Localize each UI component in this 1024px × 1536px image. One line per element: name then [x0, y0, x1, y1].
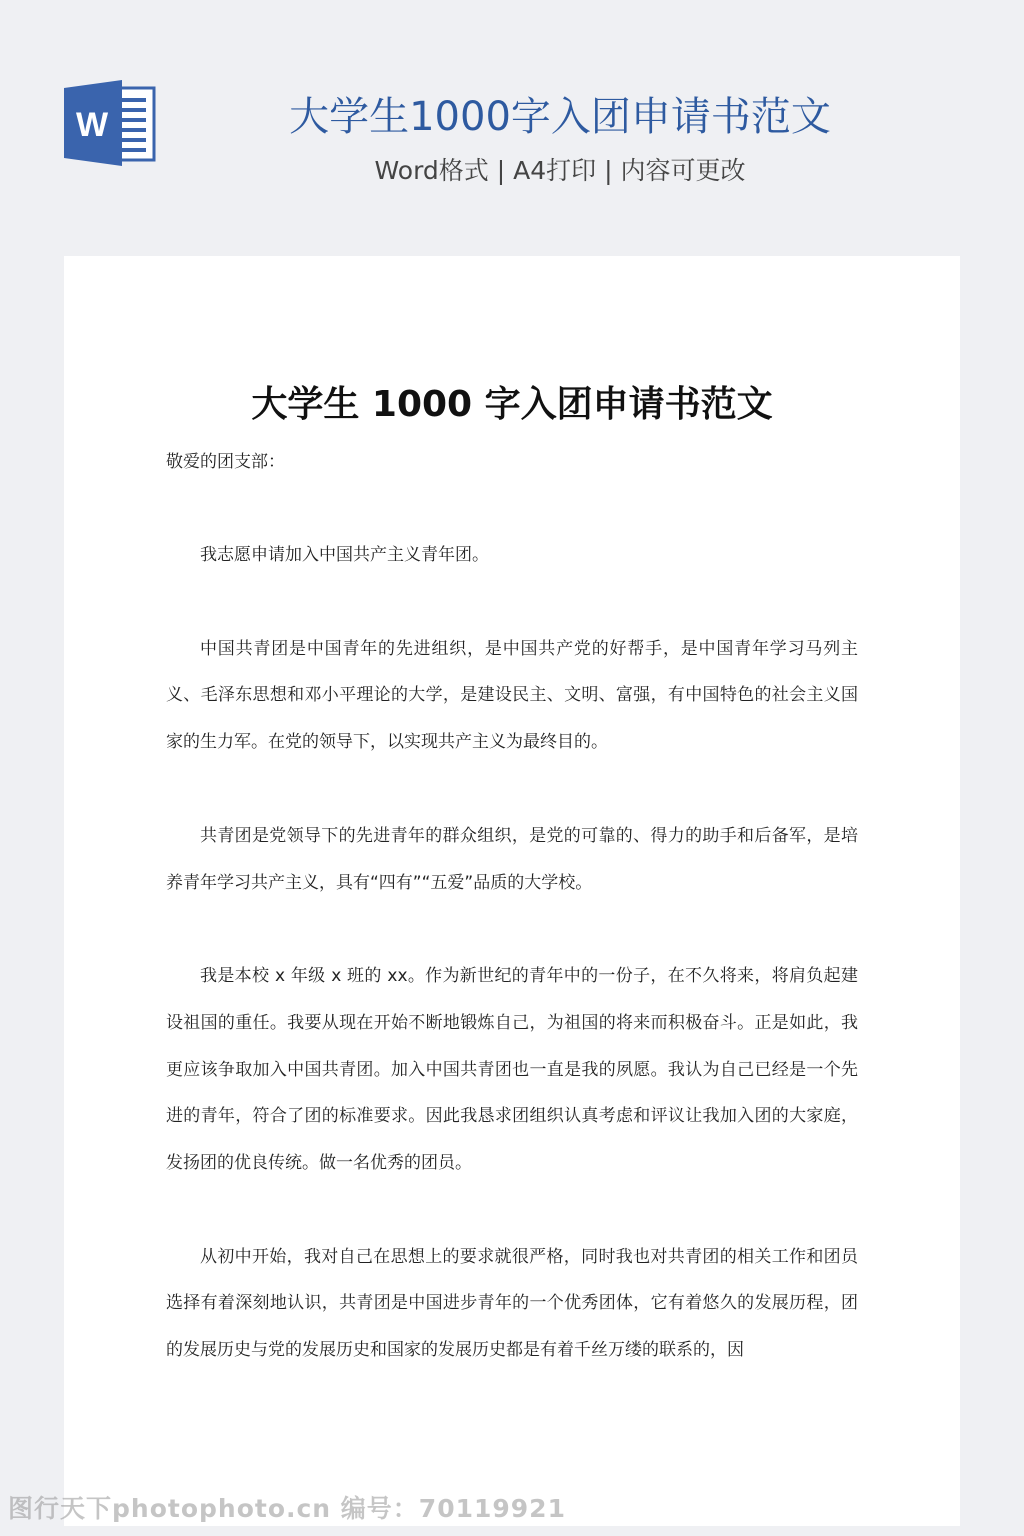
salutation: 敬爱的团支部： [166, 452, 285, 472]
paragraph: 我志愿申请加入中国共产主义青年团。 [200, 545, 489, 565]
watermark-text: 图行天下photophoto.cn 编号：70119921 [8, 1494, 566, 1523]
word-icon-letter: W [75, 106, 109, 144]
page-subtitle: Word格式 | A4打印 | 内容可更改 [374, 156, 746, 185]
document-page [64, 256, 960, 1526]
page-title: 大学生1000字入团申请书范文 [289, 94, 831, 140]
document-title: 大学生 1000 字入团申请书范文 [251, 384, 773, 425]
paragraph: 共青团是党领导下的先进青年的群众组织，是党的可靠的、得力的助手和后备军，是培养青年学习共产主义，具有“四有”“五爱”品质的大学校。 [166, 825, 858, 893]
word-icon [64, 80, 156, 166]
document-body [166, 532, 858, 1421]
paragraph: 从初中开始，我对自己在思想上的要求就很严格，同时我也对共青团的相关工作和团员选择有着深刻地认识，共青团是中国进步青年的一个优秀团体，它有着悠久的发展历程，团的发展历史与党的发展历史和国家的发展历史都是有着千丝万缕的联系的，因 [166, 1246, 858, 1361]
paragraph: 中国共青团是中国青年的先进组织，是中国共产党的好帮手，是中国青年学习马列主义、毛泽东思想和邓小平理论的大学，是建设民主、文明、富强，有中国特色的社会主义国家的生力军。在党的领导下，以实现共产主义为最终目的。 [166, 638, 858, 753]
paragraph: 我是本校 x 年级 x 班的 xx。作为新世纪的青年中的一份子，在不久将来，将肩负起建设祖国的重任。我要从现在开始不断地锻炼自己，为祖国的将来而积极奋斗。正是如此，我更应该争取加入中国共青团。加入中国共青团也一直是我的夙愿。我认为自己已经是一个先进的青年，符合了团的标准要求。因此我恳求团组织认真考虑和评议让我加入团的大家庭，发扬团的优良传统。做一名优秀的团员。 [166, 966, 858, 1174]
